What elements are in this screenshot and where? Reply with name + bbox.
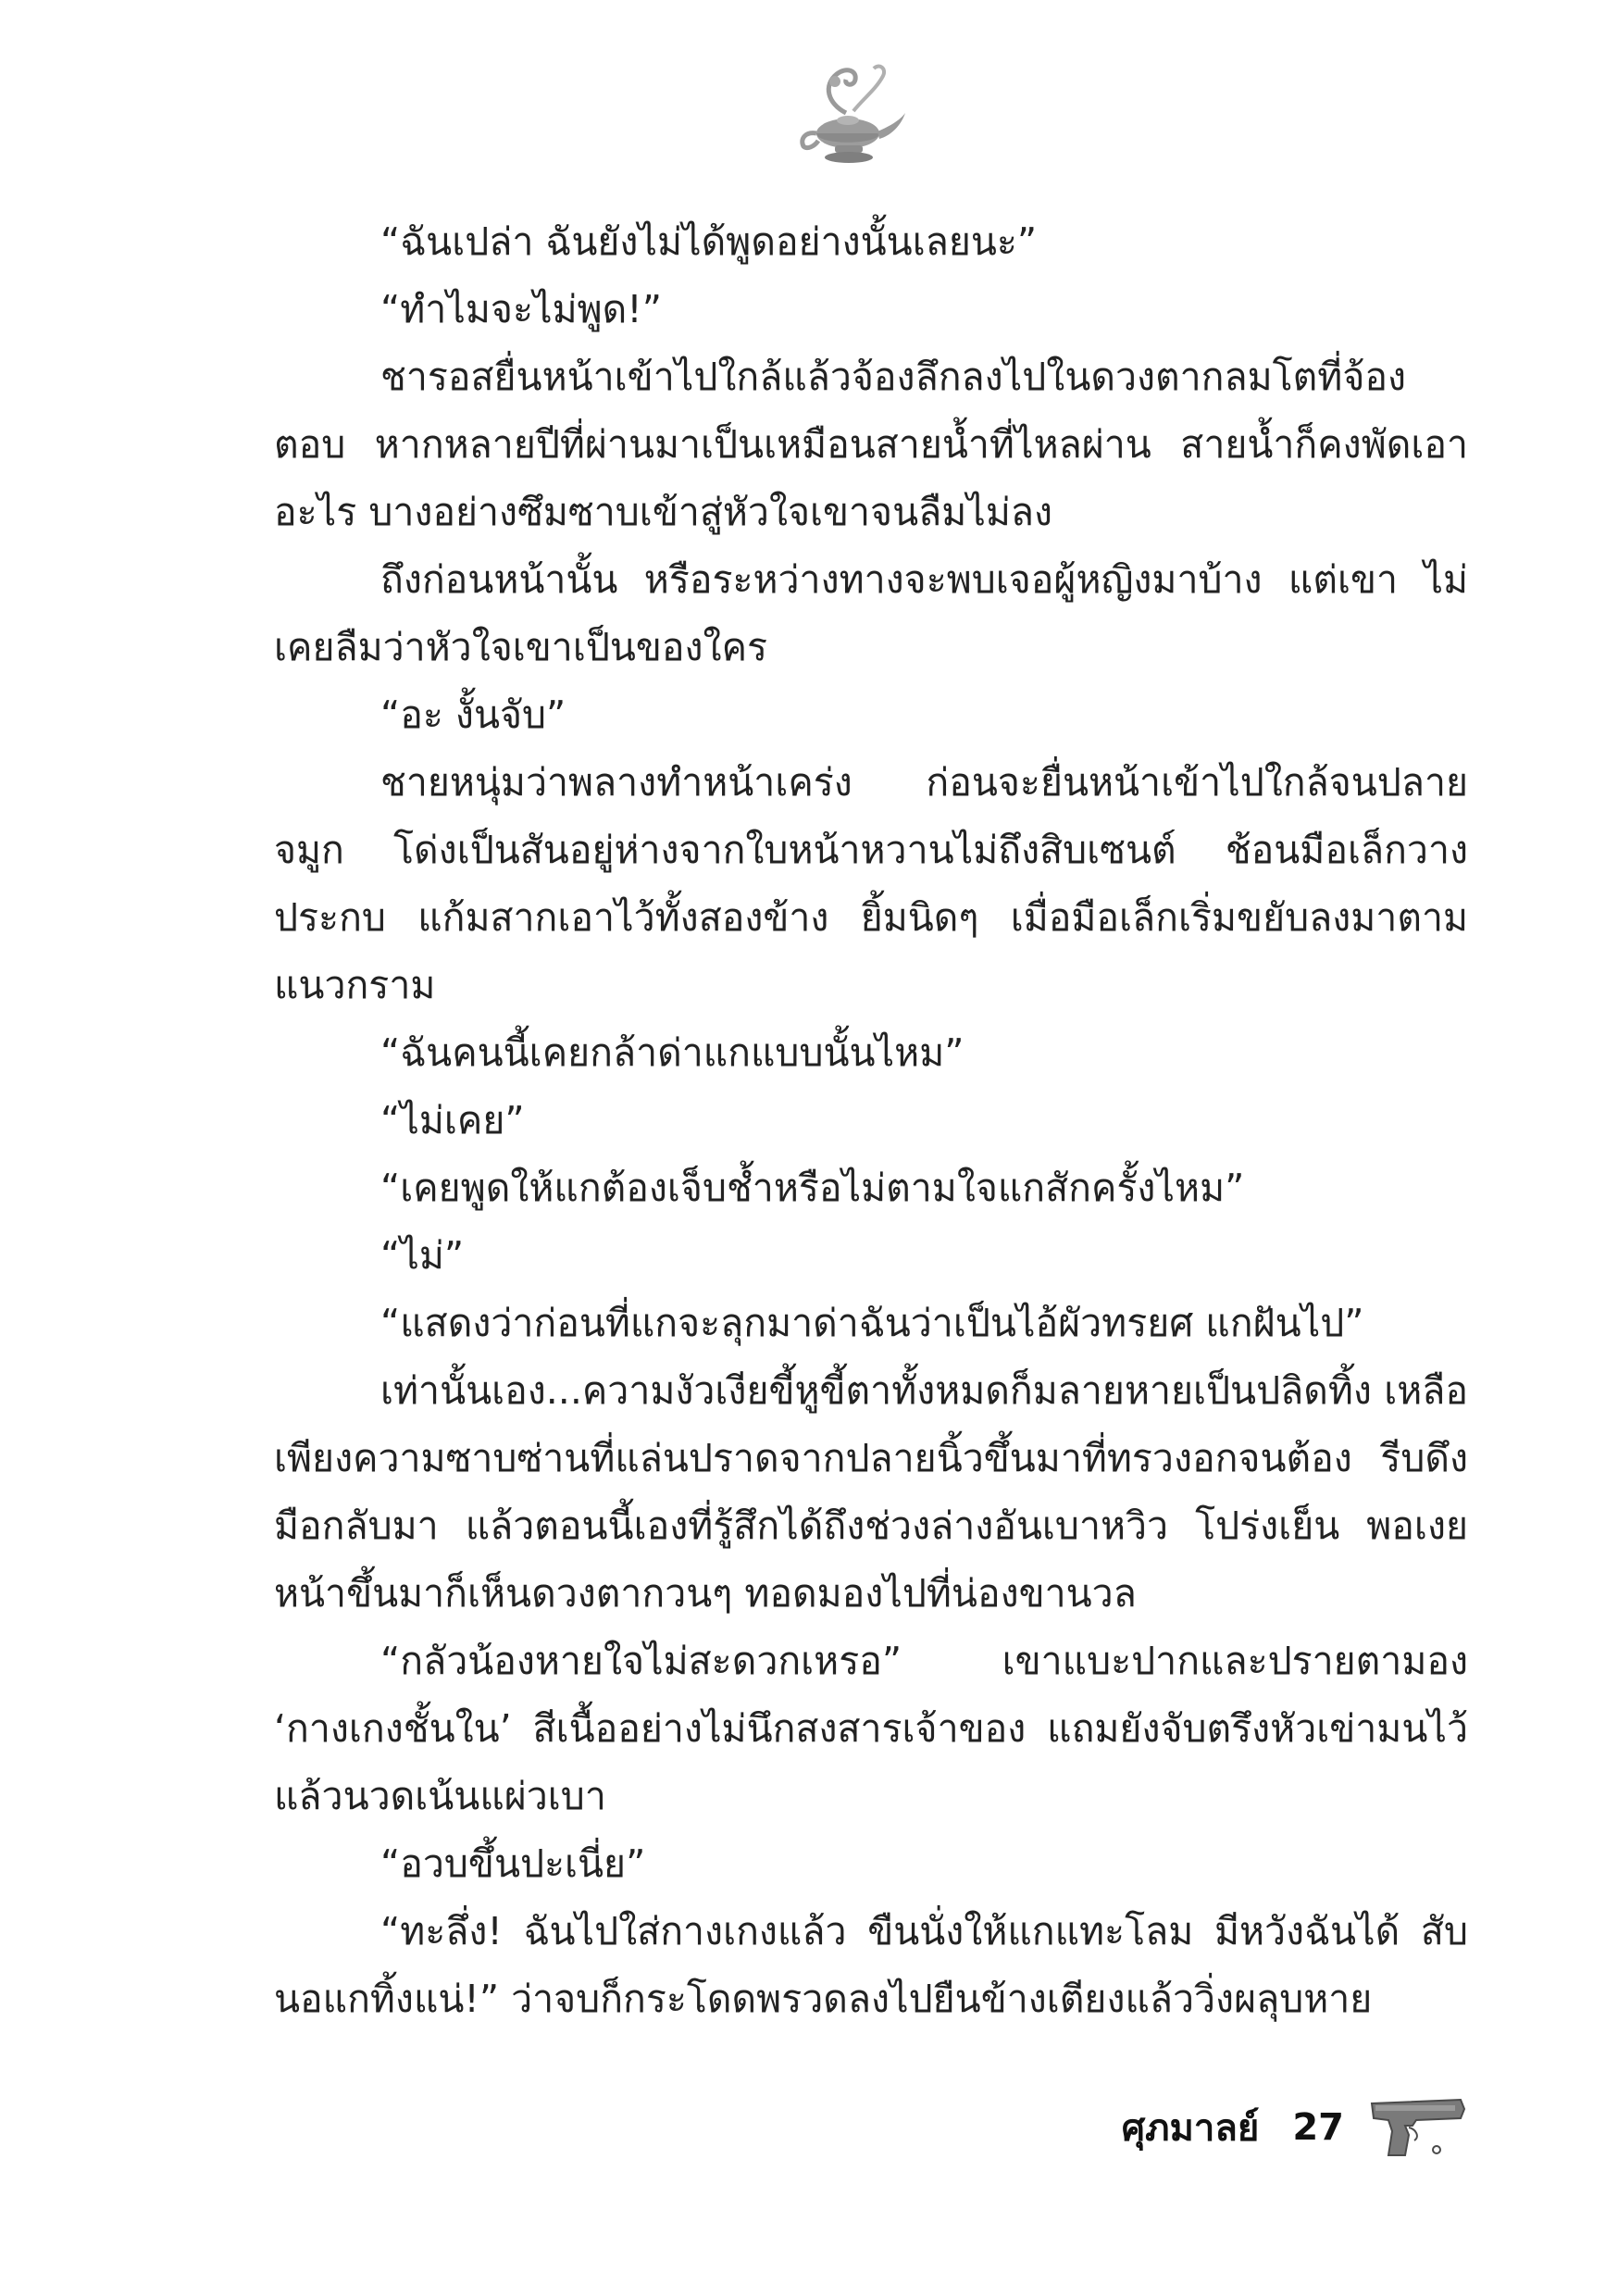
paragraph: ชารอสยื่นหน้าเข้าไปใกล้แล้วจ้องลึกลงไปในดวงตากลมโตที่จ้องตอบ หากหลายปีที่ผ่านมาเป็นเหมือนสายน้ำที่ไหลผ่าน สายน้ำก็คงพัดเอาอะไร บางอย่างซึมซาบเข้าสู่หัวใจเขาจนลืมไม่ลง <box>274 355 1468 534</box>
paragraph: “อวบขึ้นปะเนี่ย” <box>380 1841 646 1886</box>
paragraph: “ไม่” <box>380 1233 465 1278</box>
pistol-icon <box>1368 2090 1470 2165</box>
story-body <box>274 208 1468 2033</box>
genie-lamp-icon <box>790 57 911 168</box>
page-number: 27 <box>1292 2106 1344 2149</box>
page-footer <box>1122 2090 1470 2165</box>
paragraph: “ทะลึ่ง! ฉันไปใส่กางเกงแล้ว ขืนนั่งให้แกแทะโลม มีหวังฉันได้ สับนอแกทิ้งแน่!” ว่าจบก็กระโดดพรวดลงไปยืนข้างเตียงแล้ววิ่งผลุบหาย <box>274 1909 1468 2021</box>
paragraph: เท่านั้นเอง...ความงัวเงียขี้หูขี้ตาทั้งหมดก็มลายหายเป็นปลิดทิ้ง เหลือเพียงความซาบซ่านที่แล่นปราดจากปลายนิ้วขึ้นมาที่ทรวงอกจนต้อง รีบดึงมือกลับมา แล้วตอนนี้เองที่รู้สึกได้ถึงช่วงล่างอันเบาหวิว โปร่งเย็น พอเงยหน้าขึ้นมาก็เห็นดวงตากวนๆ ทอดมองไปที่น่องขานวล <box>274 1368 1468 1616</box>
paragraph: “ฉันคนนี้เคยกล้าด่าแกแบบนั้นไหม” <box>380 1030 965 1075</box>
paragraph: “ไม่เคย” <box>380 1098 525 1142</box>
paragraph: “เคยพูดให้แกต้องเจ็บช้ำหรือไม่ตามใจแกสักครั้งไหม” <box>380 1166 1245 1210</box>
paragraph: ชายหนุ่มว่าพลางทำหน้าเคร่ง ก่อนจะยื่นหน้าเข้าไปใกล้จนปลายจมูก โด่งเป็นสันอยู่ห่างจากใบหน้าหวานไม่ถึงสิบเซนต์ ช้อนมือเล็กวางประกบ แก้มสากเอาไว้ทั้งสองข้าง ยิ้มนิดๆ เมื่อมือเล็กเริ่มขยับลงมาตามแนวกราม <box>274 760 1468 1007</box>
paragraph: “กลัวน้องหายใจไม่สะดวกเหรอ” เขาแบะปากและปรายตามอง ‘กางเกงชั้นใน’ สีเนื้ออย่างไม่นึกสงสารเจ้าของ แถมยังจับตรึงหัวเข่ามนไว้ แล้วนวดเน้นแผ่วเบา <box>274 1639 1468 1818</box>
paragraph: “แสดงว่าก่อนที่แกจะลุกมาด่าฉันว่าเป็นไอ้ผัวทรยศ แกฝันไป” <box>380 1301 1364 1345</box>
paragraph: “ฉันเปล่า ฉันยังไม่ได้พูดอย่างนั้นเลยนะ” <box>380 219 1038 264</box>
paragraph: “อะ งั้นจับ” <box>380 693 566 737</box>
paragraph: ถึงก่อนหน้านั้น หรือระหว่างทางจะพบเจอผู้หญิงมาบ้าง แต่เขา ไม่เคยลืมว่าหัวใจเขาเป็นของใคร <box>274 557 1468 669</box>
author-name: ศุภมาลย์ <box>1121 2107 1260 2150</box>
paragraph: “ทำไมจะไม่พูด!” <box>380 287 662 331</box>
